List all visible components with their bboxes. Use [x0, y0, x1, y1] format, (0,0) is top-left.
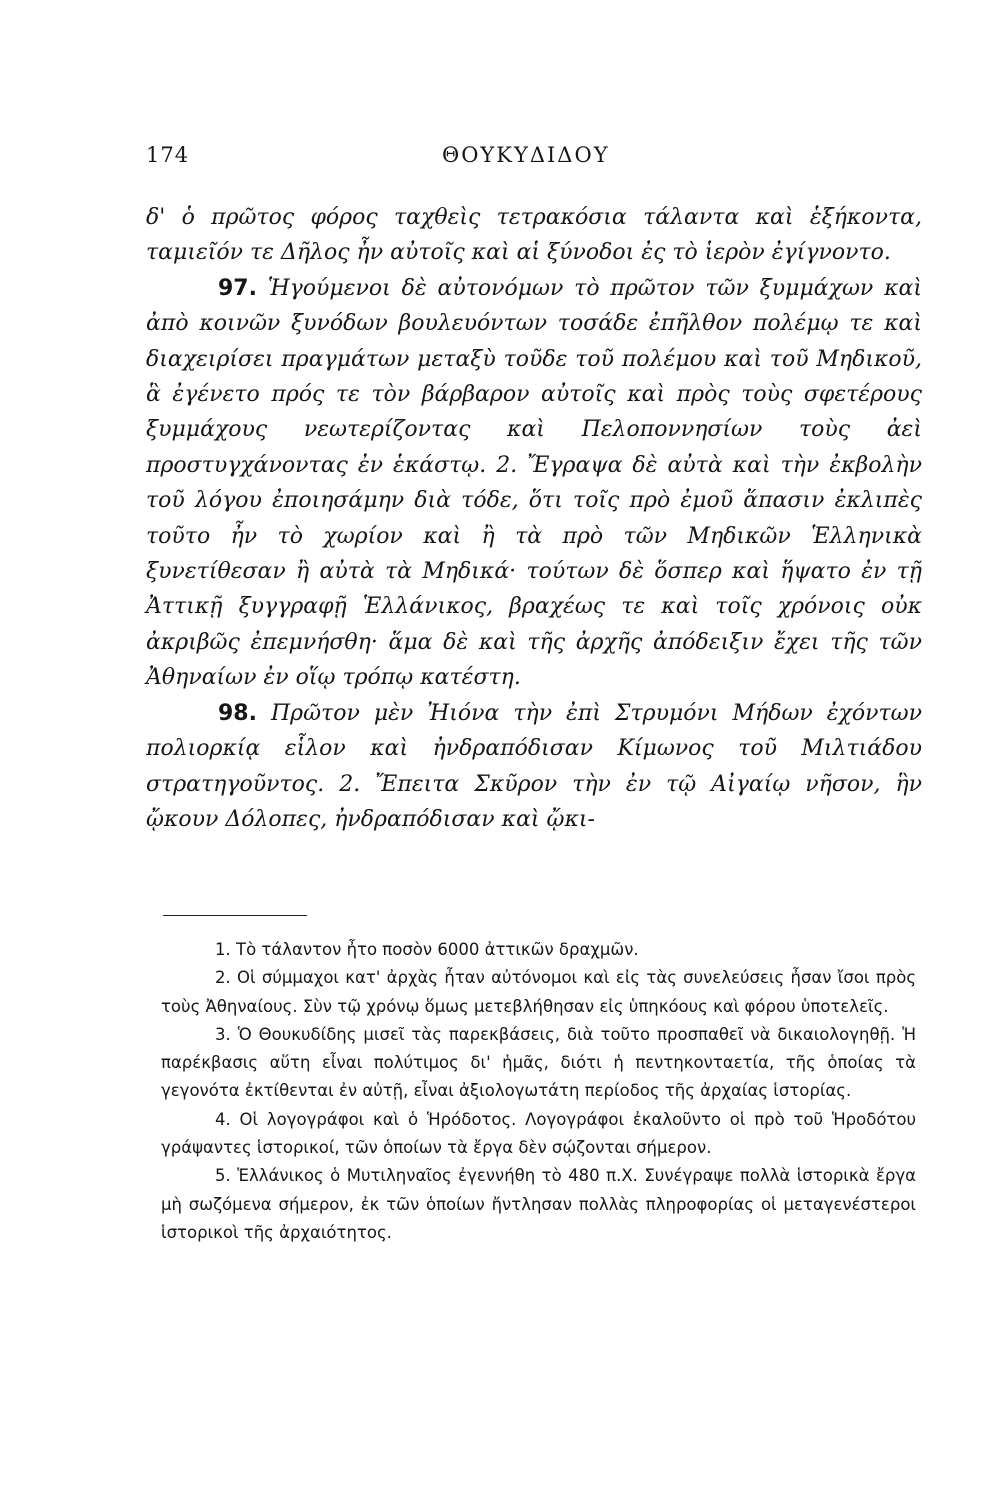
chapter-98-text: Πρῶτον μὲν Ἠιόνα τὴν ἐπὶ Στρυμόνι Μήδων ἐχόντων πολιορκίᾳ εἷλον καὶ ἠνδραπόδισαν Κίμωνος τοῦ Μιλτιάδου στρατηγοῦντος. 2. Ἔπειτα Σκῦρον τὴν ἐν τῷ Αἰγαίῳ νῆσον, ἣν ᾤκουν Δόλοπες, ἠνδραπόδισαν καὶ ᾤκι-: [146, 700, 922, 832]
footnote-5: 5. Ἑλλάνικος ὁ Μυτιληναῖος ἐγεννήθη τὸ 480 π.Χ. Συνέγραψε πολλὰ ἱστορικὰ ἔργα μὴ σωζόμενα σήμερον, ἐκ τῶν ὁποίων ἤντλησαν πολλὰς πληροφορίας οἱ μεταγενέστεροι ἱστορικοὶ τῆς ἀρχαιότητος.: [161, 1166, 916, 1242]
footnote-1: 1. Τὸ τάλαντον ἦτο ποσὸν 6000 ἀττικῶν δραχμῶν.: [215, 940, 639, 959]
chapter-97-text: Ἡγούμενοι δὲ αὐτονόμων τὸ πρῶτον τῶν ξυμμάχων καὶ ἀπὸ κοινῶν ξυνόδων βουλευόντων τοσάδε ἐπῆλθον πολέμῳ τε καὶ διαχειρίσει πραγμάτων μεταξὺ τοῦδε τοῦ πολέμου καὶ τοῦ Μηδικοῦ, ἃ ἐγένετο πρός τε τὸν βάρβαρον αὐτοῖς καὶ πρὸς τοὺς σφετέρους ξυμμάχους νεωτερίζοντας καὶ Πελοποννησίων τοὺς ἀεὶ προστυγχάνοντας ἐν ἑκάστῳ. 2. Ἔγραψα δὲ αὐτὰ καὶ τὴν ἐκβολὴν τοῦ λόγου ἐποιησάμην διὰ τόδε, ὅτι τοῖς πρὸ ἐμοῦ ἅπασιν ἐκλιπὲς τοῦτο ἦν τὸ χωρίον καὶ ἢ τὰ πρὸ τῶν Μηδικῶν Ἑλληνικὰ ξυνετίθεσαν ἢ αὐτὰ τὰ Μηδικά· τούτων δὲ ὅσπερ καὶ ἥψατο ἐν τῇ Ἀττικῇ ξυγγραφῇ Ἑλλάνικος, βραχέως τε καὶ τοῖς χρόνοις οὐκ ἀκριβῶς ἐπεμνήσθη· ἅμα δὲ καὶ τῆς ἀρχῆς ἀπόδειξιν ἔχει τῆς τῶν Ἀθηναίων ἐν οἵῳ τρόπῳ κατέστη.: [146, 275, 922, 691]
running-head: ΘΟΥΚΥΔΙΔΟΥ: [442, 143, 610, 167]
page-number: 174: [146, 143, 190, 167]
footnote-4: 4. Οἱ λογογράφοι καὶ ὁ Ἡρόδοτος. Λογογράφοι ἐκαλοῦντο οἱ πρὸ τοῦ Ἡροδότου γράψαντες ἱστορικοί, τῶν ὁποίων τὰ ἔργα δὲν σῴζονται σήμερον.: [161, 1109, 916, 1158]
chapter-number-98: 98.: [218, 700, 257, 726]
chapter-98: [146, 696, 922, 838]
paragraph-96-end: δ' ὁ πρῶτος φόρος ταχθεὶς τετρακόσια τάλαντα καὶ ἑξήκοντα, ταμιεῖόν τε Δῆλος ἦν αὐτοῖς καὶ αἱ ξύνοδοι ἐς τὸ ἱερὸν ἐγίγνοντο.: [146, 205, 922, 266]
chapter-97: [146, 271, 922, 696]
footnote-3: 3. Ὁ Θουκυδίδης μισεῖ τὰς παρεκβάσεις, διὰ τοῦτο προσπαθεῖ νὰ δικαιολογηθῇ. Ἡ παρέκβασις αὕτη εἶναι πολύτιμος δι' ἡμᾶς, διότι ἡ πεντηκονταετία, τῆς ὁποίας τὰ γεγονότα ἐκτίθενται ἐν αὐτῇ, εἶναι ἀξιολογωτάτη περίοδος τῆς ἀρχαίας ἱστορίας.: [161, 1024, 916, 1101]
chapter-number-97: 97.: [218, 275, 257, 301]
main-text: [146, 200, 922, 837]
footnote-rule: [163, 915, 307, 916]
footnote-2: 2. Οἱ σύμμαχοι κατ' ἀρχὰς ἦταν αὐτόνομοι καὶ εἰς τὰς συνελεύσεις ἦσαν ἴσοι πρὸς τοὺς Ἀθηναίους. Σὺν τῷ χρόνῳ ὅμως μετεβλήθησαν εἰς ὑπηκόους καὶ φόρου ὑποτελεῖς.: [161, 968, 916, 1016]
footnotes: [161, 936, 916, 1247]
